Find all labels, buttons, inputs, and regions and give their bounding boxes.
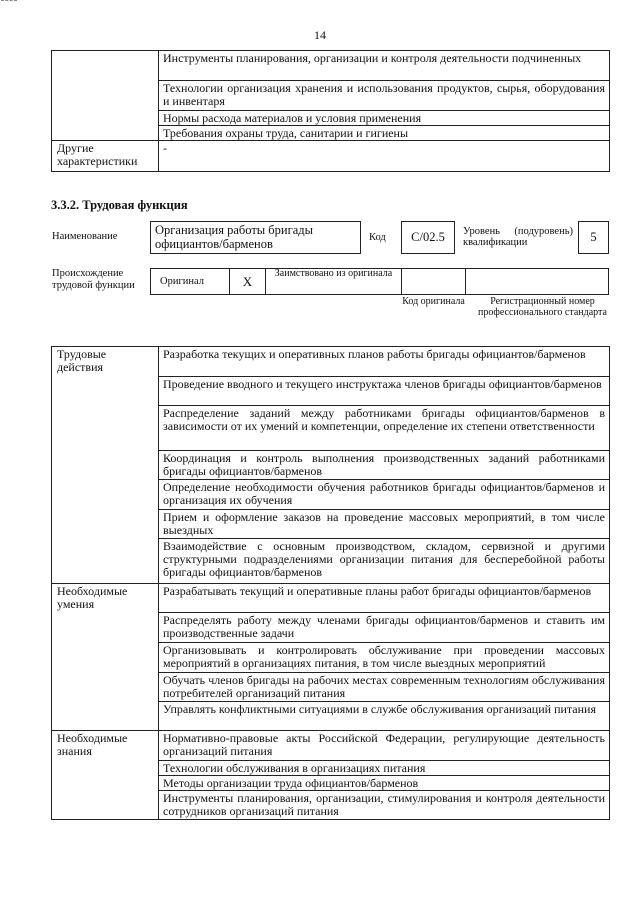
name-label: Наименование (52, 231, 118, 242)
knowledge-item: Нормативно-правовые акты Российской Федерации, регулирующие деятельность организаций питания (159, 731, 610, 761)
required-knowledge-label: Необходимые знания (52, 731, 159, 820)
top-table (51, 50, 610, 172)
scan-mark (1, 0, 17, 1)
code-value: C/02.5 (401, 221, 455, 254)
code-label: Код (369, 232, 386, 243)
labor-action-item: Координация и контроль выполнения производственных заданий работниками бригады официантов/барменов (159, 451, 610, 480)
level-value: 5 (578, 221, 609, 254)
original-mark: X (229, 268, 266, 295)
labor-actions-label: Трудовые действия (52, 347, 159, 584)
top-table-item: Требования охраны труда, санитарии и гигиены (159, 126, 610, 141)
labor-action-item: Прием и оформление заказов на проведение массовых мероприятий, в том числе выездных (159, 510, 610, 539)
skill-item: Обучать членов бригады на рабочих местах современным технологиям обслуживания потребителей организаций питания (159, 673, 610, 702)
main-table (51, 346, 610, 820)
name-value: Организация работы бригады официантов/барменов (150, 221, 361, 254)
skill-item: Организовывать и контролировать обслуживание при проведении массовых мероприятий в организациях питания, в том числе выездных мероприятий (159, 643, 610, 673)
page-number: 14 (314, 28, 326, 42)
top-table-item: Нормы расхода материалов и условия применения (159, 111, 610, 126)
knowledge-item: Методы организации труда официантов/барменов (159, 776, 610, 791)
labor-action-item: Разработка текущих и оперативных планов работы бригады официантов/барменов (159, 347, 610, 377)
original-code-cell (401, 268, 466, 295)
labor-action-item: Определение необходимости обучения работников бригады официантов/барменов и организация их обучения (159, 480, 610, 510)
skill-item: Распределять работу между членами бригады официантов/барменов и ставить им производственные задачи (159, 613, 610, 643)
top-table-item: Технологии организация хранения и использования продуктов, сырья, оборудования и инвентаря (159, 81, 610, 111)
other-characteristics-value: - (159, 141, 610, 172)
borrowed-label: Заимствовано из оригинала (274, 268, 393, 279)
skill-item: Разрабатывать текущий и оперативные планы работ бригады официантов/барменов (159, 584, 610, 613)
original-label: Оригинал (160, 276, 204, 287)
labor-action-item: Распределение заданий между работниками бригады официантов/барменов в зависимости от их умений и компетенции, определение их степени ответственности (159, 406, 610, 451)
skill-item: Управлять конфликтными ситуациями в службе обслуживания организаций питания (159, 702, 610, 731)
level-label: Уровень (подуровень) квалификации (463, 226, 573, 248)
top-table-item: Инструменты планирования, организации и контроля деятельности подчиненных (159, 51, 610, 81)
required-skills-label: Необходимые умения (52, 584, 159, 731)
registration-number-caption: Регистрационный номер профессионального стандарта (478, 296, 607, 318)
labor-action-item: Проведение вводного и текущего инструктажа членов бригады официантов/барменов (159, 377, 610, 406)
top-table-label-cell (52, 51, 159, 141)
section-title: 3.3.2. Трудовая функция (51, 198, 188, 212)
origin-label: Происхождение трудовой функции (52, 268, 135, 291)
original-code-caption: Код оригинала (402, 296, 465, 307)
knowledge-item: Инструменты планирования, организации, стимулирования и контроля деятельности сотрудников организаций питания (159, 791, 610, 820)
knowledge-item: Технологии обслуживания в организациях питания (159, 761, 610, 776)
labor-action-item: Взаимодействие с основным производством, складом, сервизной и другими структурными подразделениями организации питания для бесперебойной работы бригады официантов/барменов (159, 539, 610, 584)
other-characteristics-label: Другие характеристики (52, 141, 159, 172)
